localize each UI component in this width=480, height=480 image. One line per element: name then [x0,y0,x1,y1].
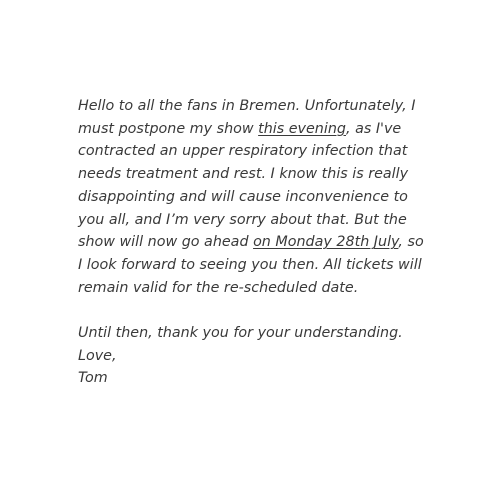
date-link-this-evening: this evening [258,120,346,137]
sign-off: Love, [78,347,117,364]
message-text: , as I've [345,120,402,137]
message-line: you all, and I’m very sorry about that. But the [78,211,407,228]
message-line: disappointing and will cause inconvenience to [78,188,408,205]
message-line [78,231,424,254]
message-line: Until then, thank you for your understanding. [78,325,403,342]
paragraph-gap [78,299,408,322]
message-text: , so [398,234,424,251]
message-line: contracted an upper respiratory infection that [78,143,408,160]
signature-name: Tom [78,370,108,387]
message-line: I look forward to seeing you then. All tickets will [78,256,422,273]
date-link-monday: on Monday 28th July [253,234,399,251]
message-body [78,95,424,390]
message-text: show will now go ahead [78,234,254,251]
message-text: must postpone my show [78,120,259,137]
message-line: remain valid for the re-scheduled date. [78,279,359,296]
message-line: Hello to all the fans in Bremen. Unfortunately, I [78,98,416,114]
message-line: needs treatment and rest. I know this is really [78,166,409,183]
message-line [78,118,408,141]
